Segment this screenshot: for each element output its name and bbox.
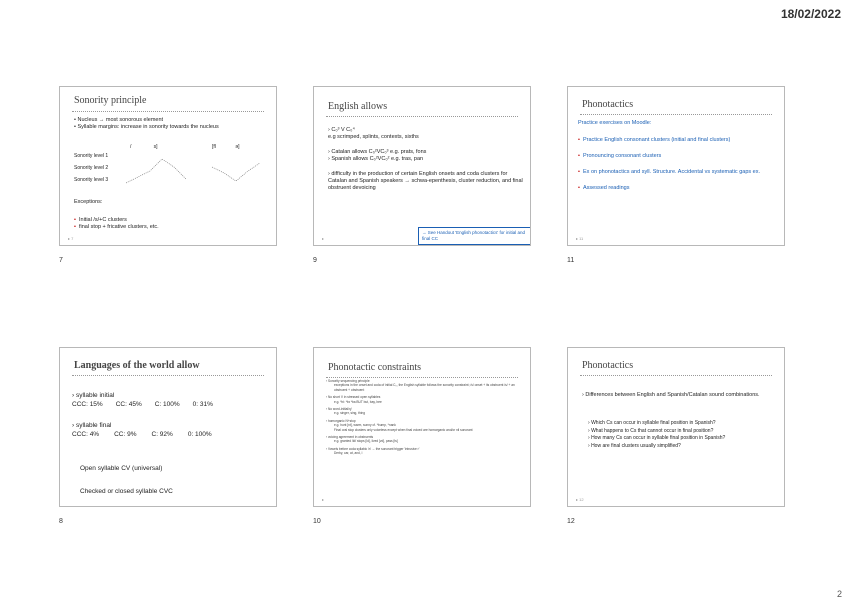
final-label: › syllable final	[72, 422, 112, 429]
slide-footer: ▸ 11	[576, 236, 584, 241]
slide-footer: ▸	[322, 236, 325, 241]
slide-number: 7	[59, 257, 63, 264]
slide-number: 9	[313, 257, 317, 264]
question-item: › How many Cs can occur in syllable final position in Spanish?	[588, 435, 726, 441]
spanish-line: › Spanish allows C₀²VC₀² e.g. tras, pan	[328, 156, 424, 162]
value: CCC: 15%	[72, 400, 103, 408]
value: CCC: 4%	[72, 430, 100, 438]
exercise-item[interactable]: • Assessed readings	[578, 185, 630, 191]
slide-10	[313, 347, 531, 507]
catalan-line: › Catalan allows C₀²VC₀³ e.g. prats, fons	[328, 149, 427, 155]
slide-title: English allows	[328, 101, 388, 112]
slide-title: Languages of the world allow	[74, 360, 200, 371]
divider	[580, 114, 772, 115]
constraint-heading: › No word-initial/ŋ/	[326, 407, 352, 412]
divider	[580, 375, 772, 376]
intro-text: Practice exercises on Moodle:	[578, 120, 652, 126]
slide-9	[313, 86, 531, 246]
print-date: 18/02/2022	[780, 7, 841, 21]
open-syllable: Open syllable CV (universal)	[80, 465, 163, 472]
pattern: › C₀³ V C₀⁴	[328, 127, 355, 133]
slide-title: Phonotactics	[582, 99, 634, 110]
value: CC: 45%	[115, 400, 142, 408]
question-item: › What happens to Cs that cannot occur in final position?	[588, 427, 714, 434]
slide-number: 12	[567, 518, 575, 525]
constraint-detail: e.g. hunt [nt], warm, sunny cf. *bump, *nank	[334, 423, 396, 428]
slide-7	[59, 86, 277, 246]
bullet-list	[74, 117, 274, 131]
difficulty-line: › difficulty in the production of certain English onsets and coda clusters for Catalan and Spanish speakers → schwa-epenthesis, cluster reduction, and final obstruent devoicing	[328, 171, 523, 191]
divider	[326, 377, 518, 378]
slide-footer: ▸ 7	[68, 236, 74, 241]
handout-note: → See Handout 'English phonotactics' for initial and final CC	[418, 227, 531, 245]
constraint-list	[326, 379, 526, 456]
slide-footer: ▸ 12	[576, 497, 584, 502]
divider	[326, 116, 518, 117]
constraint-heading: › homorganic N+stop	[326, 418, 356, 423]
example: e.g scrimped, splints, contexts, sixths	[328, 134, 419, 140]
constraint-detail: exceptions in the onset and coda of initial C₀, the English syllable follows the sonority constraint; /s/ onset + its obstruent /s/ + an obstruent + obstruent	[334, 383, 515, 392]
exercise-list	[578, 137, 774, 192]
axis-label: Sonority level 2	[74, 165, 109, 171]
slide-8	[59, 347, 277, 507]
slide-number: 11	[567, 257, 575, 264]
constraint-detail: e.g. singer, sing, thing	[334, 411, 366, 416]
constraint-heading: › No short V in stressed open syllables	[326, 395, 381, 400]
lead-text: › Differences between English and Spanish/Catalan sound combinations.	[582, 392, 760, 398]
final-values	[72, 431, 272, 440]
value: CC: 9%	[114, 430, 137, 438]
closed-syllable: Checked or closed syllable CVC	[80, 488, 173, 495]
value: 0: 100%	[187, 430, 212, 438]
value: C: 92%	[151, 430, 173, 438]
slide-footer: ▸	[322, 497, 325, 502]
slide-title: Phonotactics	[582, 360, 634, 371]
final-section	[72, 422, 272, 439]
exercise-item[interactable]: • Pronouncing consonant clusters	[578, 153, 662, 159]
question-item: › How are final clusters usually simplified?	[588, 442, 681, 449]
exceptions-list	[74, 217, 159, 231]
divider	[72, 375, 264, 376]
axis-label: Sonority level 1	[74, 153, 109, 159]
page-number: 2	[836, 589, 842, 599]
bullet-item: • Nucleus → most sonorous element	[74, 117, 164, 123]
slide-body	[328, 127, 524, 192]
constraint-heading: › Vowels before coda syllabic /r/ → the sonorant trigger 'intrusive r'	[326, 446, 420, 451]
axis-label: Sonority level 3	[74, 177, 109, 183]
slide-12	[567, 347, 785, 507]
initial-values	[72, 401, 272, 410]
constraint-detail: e.g. *bi: *bɪ *ba BUT but, bay, bee	[334, 399, 382, 404]
sonority-diagram	[126, 149, 266, 189]
phoneme-row-right: [fl ə]	[212, 144, 240, 150]
exception-item: • Initial /s/+C clusters	[74, 217, 127, 223]
slide-number: 8	[59, 518, 63, 525]
value: C: 100%	[154, 400, 180, 408]
exceptions-heading: Exceptions:	[74, 199, 103, 205]
phoneme-row-left: / s]	[130, 144, 158, 150]
constraint-heading: › Sonority sequencing principle	[326, 379, 370, 383]
question-list	[588, 420, 780, 450]
sonority-axis-labels	[74, 153, 108, 184]
exception-item: • final stop + fricative clusters, etc.	[74, 224, 159, 230]
initial-label: › syllable initial	[72, 392, 115, 399]
slide-title: Sonority principle	[74, 95, 147, 106]
constraint-detail: e.g. granted /ld/ stops [ld], lived [vd], pass [ts]	[334, 439, 398, 444]
constraint-detail: Final oral stop clusters only voiceless except when final voiced are homorganic and/or nil sonorant	[334, 427, 473, 432]
constraint-heading: › voicing agreement in obstruents	[326, 435, 374, 440]
question-item: › Which Cs can occur in syllable final position in Spanish?	[588, 420, 716, 426]
initial-section	[72, 392, 272, 409]
bullet-item: • Syllable margins: increase in sonority towards the nucleus	[74, 124, 219, 130]
constraint-detail: Derby, car, at, and, l	[334, 451, 363, 456]
slide-11	[567, 86, 785, 246]
value: 0: 31%	[192, 400, 213, 408]
exercise-item[interactable]: • Ex on phonotactics and syll. Structure. Accidental vs systematic gaps ex.	[578, 169, 761, 175]
exercise-item[interactable]: • Practice English consonant clusters (initial and final clusters)	[578, 137, 731, 143]
slide-number: 10	[313, 518, 321, 525]
divider	[72, 111, 264, 112]
slide-title: Phonotactic constraints	[328, 362, 422, 373]
